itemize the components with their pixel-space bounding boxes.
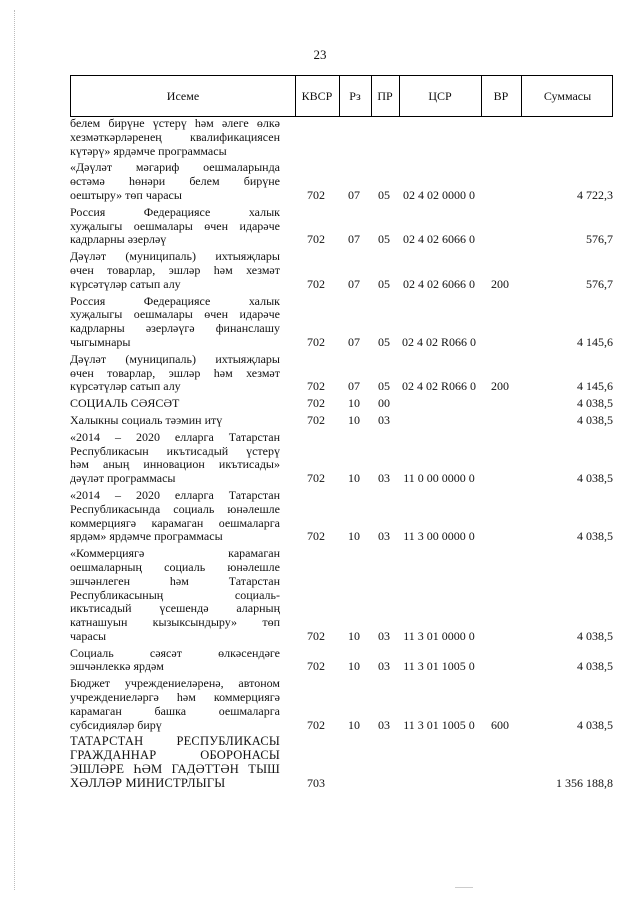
header-name: Исеме [166,88,200,103]
row-name-line: Россия Федерациясе халык [70,204,280,219]
row-name-line: субсидияләр бирү [70,717,162,732]
row-csr: 11 3 00 0000 0 [403,529,475,544]
table-row [70,250,613,291]
row-kvsr: 702 [307,232,325,247]
row-name-line: хезмәткәрләренең квалификациясен [70,129,280,144]
table-row [70,295,613,350]
table-row [70,414,613,428]
row-pr: 03 [378,529,390,544]
row-name-line: чыгымнары [70,334,131,349]
row-rz: 07 [348,276,360,291]
row-name-line: оешмаларның социаль юнәлешле [70,559,280,574]
row-name-line: Дәүләт (муниципаль) ихтыяҗлары [70,351,280,366]
row-pr: 03 [378,628,390,643]
row-kvsr: 702 [307,412,325,427]
row-name-line: һәм аның инновацион икътисады» [70,457,280,472]
table-row [70,431,613,486]
header-kvsr: КВСР [301,88,333,103]
row-rz: 10 [348,628,360,643]
header-csr: ЦСР [428,88,452,103]
row-pr: 03 [378,717,390,732]
row-name-line: Россия Федерациясе халык [70,293,280,308]
row-kvsr: 702 [307,396,325,411]
row-name-line: хуҗалыгы оешмалары өчен идарәче [70,307,280,322]
row-name-line: карамаган башка оешмаларга [70,703,280,718]
row-name-line: чарасы [70,628,107,643]
table-header [70,75,613,117]
row-name-line: «Коммерциягә карамаган [70,546,280,561]
row-vr: 200 [491,276,509,291]
row-pr: 05 [378,334,390,349]
table-row [70,547,613,644]
table-row [70,353,613,394]
row-name-line: Республикасын икътисадый үстерү [70,443,280,458]
row-sum: 4 038,5 [577,628,613,643]
row-csr: 11 3 01 1005 0 [403,659,475,674]
row-name-line: Бюджет учреждениеләренә, автоном [70,676,280,691]
row-csr: 11 3 01 0000 0 [403,628,475,643]
table-row [70,161,613,202]
row-name-line: «2014 – 2020 елларга Татарстан [70,429,280,444]
row-sum: 576,7 [586,232,613,247]
table-body [70,117,613,791]
row-rz: 07 [348,379,360,394]
row-pr: 03 [378,412,390,427]
page-number: 23 [313,47,327,62]
row-name [70,647,280,675]
table-row [70,206,613,247]
row-kvsr: 702 [307,334,325,349]
row-rz: 07 [348,232,360,247]
row-name-line: дәүләт программасы [70,471,176,486]
row-name [70,414,280,428]
row-sum: 4 038,5 [577,529,613,544]
header-pr: ПР [377,88,393,103]
row-name [70,117,280,158]
header-rz: Рз [349,88,361,103]
row-name-line: «Дәүләт мәгариф оешмаларында [70,160,280,175]
row-name-line: СОЦИАЛЬ СӘЯСӘТ [70,396,180,411]
header-sum: Суммасы [543,88,592,103]
row-sum: 4 145,6 [577,334,613,349]
row-name [70,206,280,247]
row-name [70,547,280,644]
row-csr: 02 4 02 0000 0 [403,187,475,202]
table-row [70,397,613,411]
row-pr: 00 [378,396,390,411]
row-name-line: күтәрү» ярдәмче программасы [70,143,227,158]
row-csr: 02 4 02 6066 0 [403,232,475,247]
row-kvsr: 703 [307,775,325,790]
row-rz: 07 [348,334,360,349]
row-sum: 4 145,6 [577,379,613,394]
row-pr: 05 [378,187,390,202]
margin-dotted-line [14,10,15,890]
row-name-line: күрсәтүләр сатып алу [70,379,181,394]
row-pr: 05 [378,232,390,247]
row-sum: 4 038,5 [577,659,613,674]
row-kvsr: 702 [307,529,325,544]
row-name-line: кадрларны әзерләү [70,232,167,247]
row-name-line: Дәүләт (муниципаль) ихтыяҗлары [70,249,280,264]
row-rz: 10 [348,396,360,411]
row-pr: 05 [378,276,390,291]
row-name [70,489,280,544]
row-name-line: күрсәтүләр сатып алу [70,276,181,291]
row-name-line: белем бирүне үстерү һәм әлеге өлкә [70,116,280,130]
row-name-line: өчен товарлар, эшләр һәм хезмәт [70,365,280,380]
table-row [70,647,613,675]
row-csr: 11 3 01 1005 0 [403,717,475,732]
row-name-line: оештыру» төп чарасы [70,187,182,202]
row-kvsr: 702 [307,717,325,732]
row-name-line: өчен товарлар, эшләр һәм хезмәт [70,262,280,277]
table-row [70,489,613,544]
row-name-line: коммерциягә карамаган оешмаларга [70,515,280,530]
row-kvsr: 702 [307,659,325,674]
row-csr: 02 4 02 R066 0 [401,379,476,394]
row-csr: 11 0 00 0000 0 [403,471,475,486]
row-name-line: Халыкны социаль тәэмин итү [70,412,223,427]
row-name-line: ГРАЖДАННАР ОБОРОНАСЫ [70,748,280,763]
row-name [70,735,280,790]
row-name-line: учреждениеләргә һәм коммерциягә [70,690,280,705]
row-name-line: ХӘЛЛӘР МИНИСТРЛЫГЫ [70,775,226,790]
row-kvsr: 702 [307,276,325,291]
row-name-line: ЭШЛӘРЕ ҺӘМ ГАДӘТТӘН ТЫШ [70,762,280,777]
row-name-line: икътисадый үсешендә аларның [70,601,280,616]
table-row [70,735,613,790]
row-name-line: катнашуын кызыксындыру» төп [70,615,280,630]
row-pr: 05 [378,379,390,394]
row-name [70,353,280,394]
row-kvsr: 702 [307,379,325,394]
row-name [70,397,280,411]
row-name-line: Социаль сәясәт өлкәсендәге [70,645,280,660]
row-name-line: Республикасының социаль- [70,587,280,602]
row-rz: 10 [348,471,360,486]
row-name [70,295,280,350]
row-kvsr: 702 [307,471,325,486]
row-pr: 03 [378,659,390,674]
row-name-line: кадрларны әзерләүгә финанслашу [70,321,280,336]
scan-mark [455,887,473,888]
row-name-line: эшчәнлеген һәм Татарстан [70,573,280,588]
row-name [70,250,280,291]
row-name [70,677,280,732]
row-name-line: «2014 – 2020 елларга Татарстан [70,487,280,502]
row-kvsr: 702 [307,187,325,202]
row-pr: 03 [378,471,390,486]
row-name-line: ТАТАРСТАН РЕСПУБЛИКАСЫ [70,734,280,749]
row-sum: 4 038,5 [577,471,613,486]
row-name-line: хуҗалыгы оешмалары өчен идарәче [70,218,280,233]
table-row [70,117,613,158]
row-sum: 4 722,3 [577,187,613,202]
row-name [70,431,280,486]
row-name-line: Республикасында социаль юнәлешле [70,501,280,516]
row-rz: 07 [348,187,360,202]
row-csr: 02 4 02 6066 0 [403,276,475,291]
row-name-line: ярдәм» ярдәмче программасы [70,529,223,544]
row-name-line: эшчәнлеккә ярдәм [70,659,164,674]
row-sum: 4 038,5 [577,717,613,732]
table-row [70,677,613,732]
row-name-line: өстәмә һөнәри белем бирүне [70,174,280,189]
row-vr: 600 [491,717,509,732]
row-sum: 4 038,5 [577,396,613,411]
row-sum: 4 038,5 [577,412,613,427]
row-sum: 1 356 188,8 [556,775,613,790]
row-rz: 10 [348,717,360,732]
row-kvsr: 702 [307,628,325,643]
header-vr: ВР [493,88,509,103]
row-vr: 200 [491,379,509,394]
row-rz: 10 [348,659,360,674]
row-csr: 02 4 02 R066 0 [401,334,476,349]
row-sum: 576,7 [586,276,613,291]
row-rz: 10 [348,529,360,544]
row-name [70,161,280,202]
budget-table [70,75,613,791]
row-rz: 10 [348,412,360,427]
